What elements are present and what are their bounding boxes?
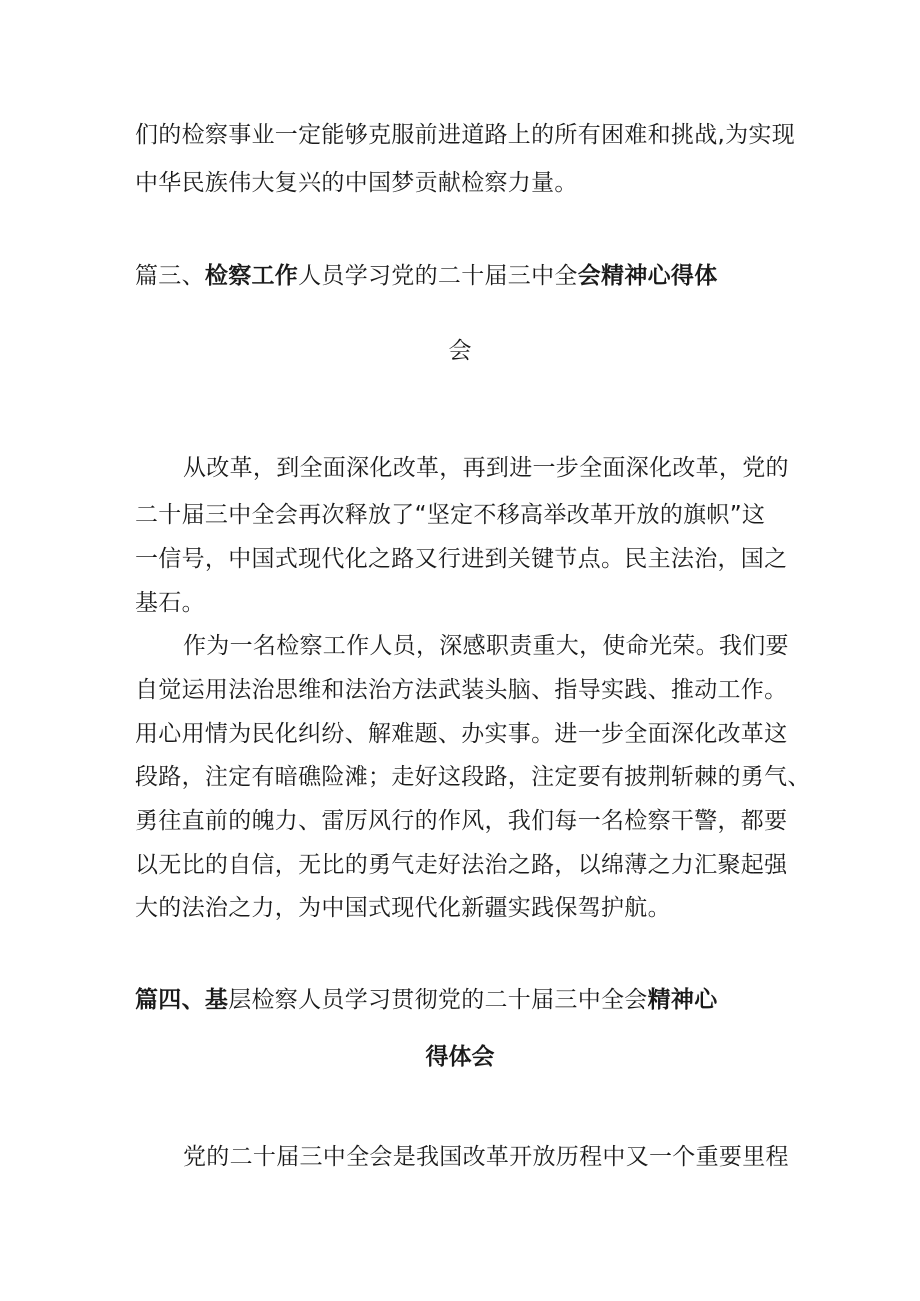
- body-text-line: 从改革，到全面深化改革，再到进一步全面深化改革，党的: [183, 455, 789, 481]
- body-text-line: 用心用情为民化纠纷、解难题、办实事。进一步全面深化改革这: [135, 721, 788, 747]
- section-heading-continuation: 得体会: [425, 1044, 495, 1070]
- section-heading: [135, 261, 718, 291]
- heading-prefix: 篇三、: [135, 263, 205, 289]
- heading-bold-text: 精神心: [647, 987, 718, 1013]
- body-text-line: 自觉运用法治思维和法治方法武装头脑、指导实践、推动工作。: [135, 677, 788, 703]
- heading-text: 层检察人员学习贯彻党的二十届三中全会: [228, 987, 648, 1013]
- heading-bold-text: 检察工作: [204, 263, 299, 289]
- body-text-line: 中华民族伟大复兴的中国梦贡献检察力量。: [135, 170, 578, 196]
- body-text-line: 作为一名检察工作人员，深感职责重大，使命光荣。我们要: [183, 633, 789, 659]
- heading-bold-text: 篇四、基: [135, 987, 229, 1013]
- body-text-line: 段路，注定有暗礁险滩；走好这段路，注定要有披荆斩棘的勇气、: [135, 764, 811, 790]
- body-text-line: 二十届三中全会再次释放了“坚定不移高举改革开放的旗帜”这: [135, 502, 766, 528]
- body-text-line: 们的检察事业一定能够克服前进道路上的所有困难和挑战,为实现: [135, 122, 796, 148]
- heading-bold-text: 会精神心得体: [577, 263, 718, 289]
- body-text-line: 以无比的自信，无比的勇气走好法治之路，以绵薄之力汇聚起强: [135, 852, 788, 878]
- body-text-line: 一信号，中国式现代化之路又行进到关键节点。民主法治，国之: [135, 546, 788, 572]
- body-text-line: 大的法治之力，为中国式现代化新疆实践保驾护航。: [135, 895, 671, 921]
- body-text-line: 勇往直前的魄力、雷厉风行的作风，我们每一名检察干警，都要: [135, 808, 788, 834]
- heading-text: 人员学习党的二十届三中全: [298, 263, 578, 289]
- section-heading: [135, 985, 718, 1015]
- body-text-line: 基石。: [135, 590, 205, 616]
- body-text-line: 党的二十届三中全会是我国改革开放历程中又一个重要里程: [183, 1144, 789, 1170]
- section-heading-continuation: 会: [448, 338, 472, 364]
